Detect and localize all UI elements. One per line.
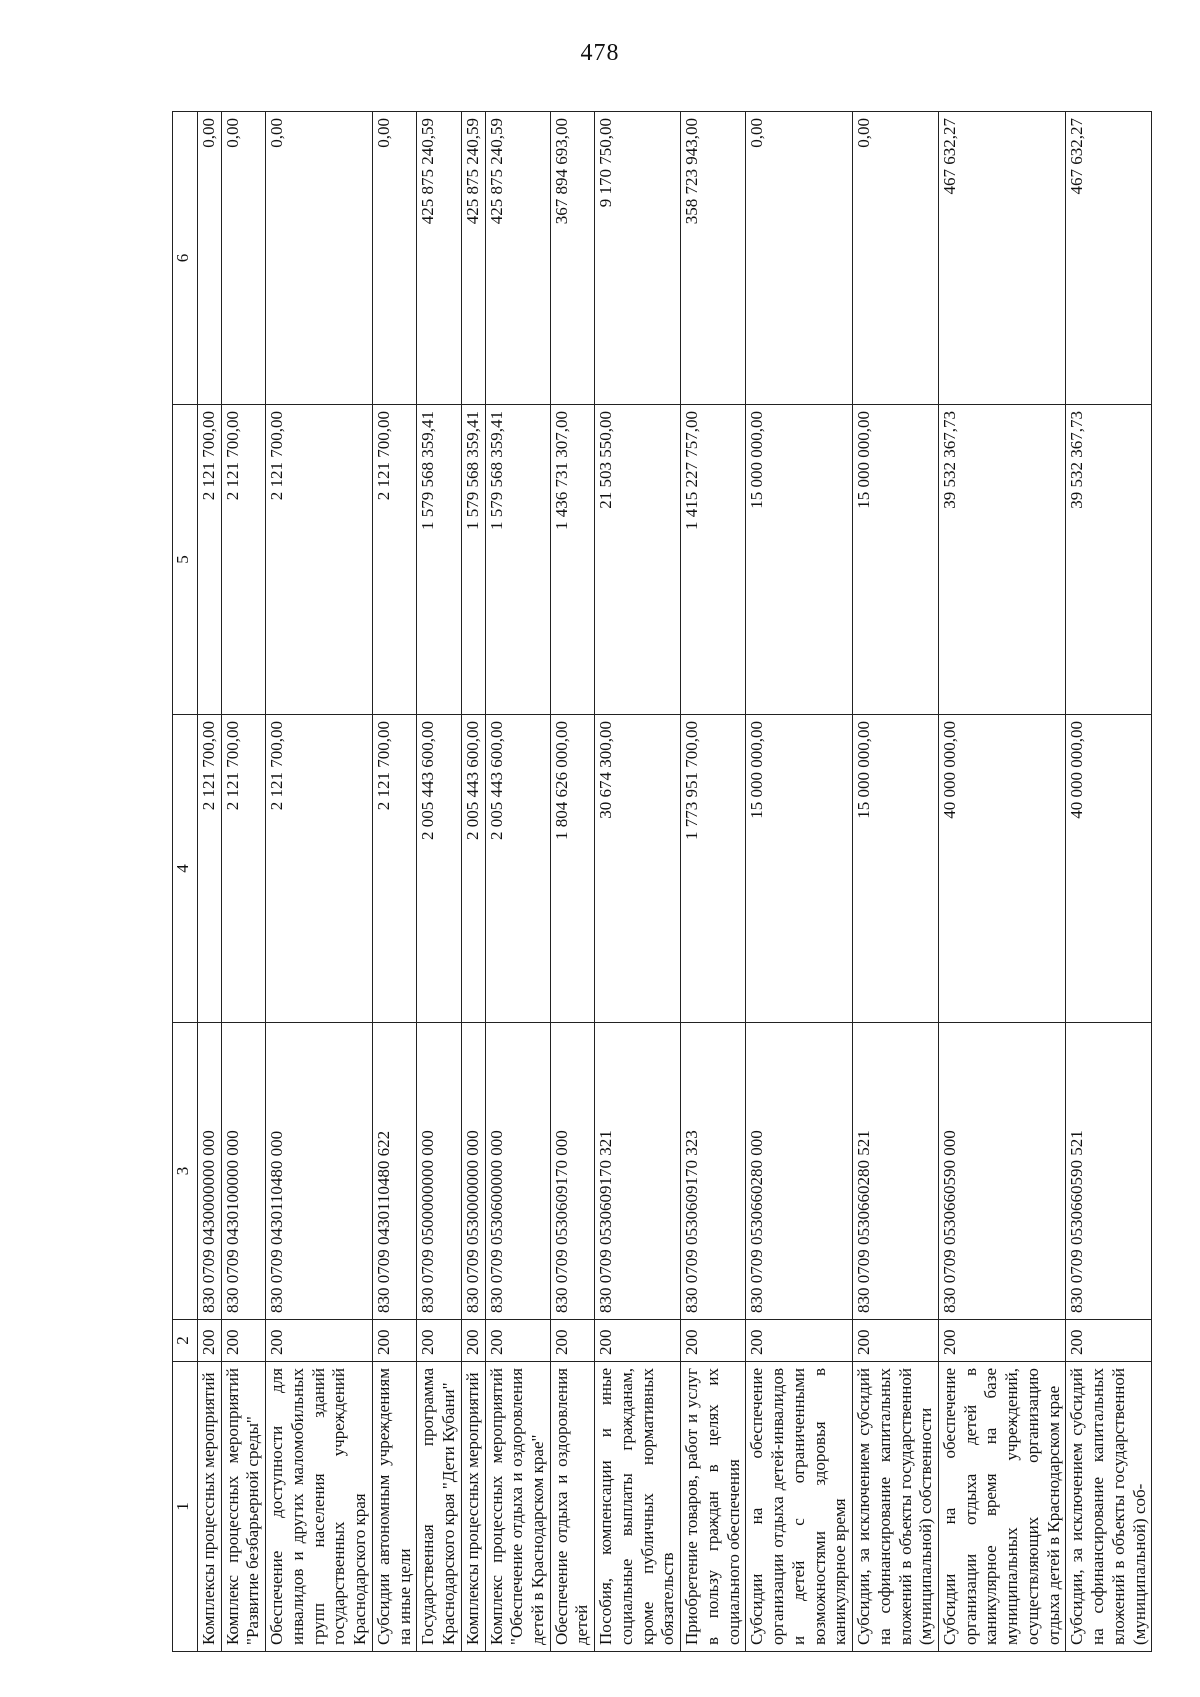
- table-row: [938, 112, 1065, 1652]
- table-row: [550, 112, 594, 1652]
- table-row: [198, 112, 222, 1652]
- row-kbk-cell: 830 0709 0530660590 000: [938, 1023, 1065, 1320]
- row-value-col5: 1 436 731 307,00: [550, 405, 594, 715]
- row-value-col6: 467 632,27: [938, 112, 1065, 405]
- row-code-cell: 200: [485, 1320, 550, 1362]
- row-code-cell: 200: [681, 1320, 746, 1362]
- table-row: [417, 112, 461, 1652]
- budget-table: [172, 111, 1152, 1652]
- table-row: [746, 112, 853, 1652]
- rotated-table-container: [172, 112, 1149, 1652]
- row-value-col6: 425 875 240,59: [485, 112, 550, 405]
- row-kbk-cell: 830 0709 0530660280 521: [853, 1023, 939, 1320]
- row-value-col4: 40 000 000,00: [1066, 715, 1152, 1023]
- page-number: 478: [580, 40, 620, 66]
- row-value-col5: 15 000 000,00: [746, 405, 853, 715]
- row-name-cell: Обеспечение отдыха и оздоровления детей: [550, 1362, 594, 1652]
- row-code-cell: 200: [746, 1320, 853, 1362]
- row-value-col5: 2 121 700,00: [372, 405, 416, 715]
- row-code-cell: 200: [372, 1320, 416, 1362]
- header-cell-1: 1: [173, 1362, 198, 1652]
- table-row: [372, 112, 416, 1652]
- row-value-col4: 15 000 000,00: [853, 715, 939, 1023]
- row-code-cell: 200: [417, 1320, 461, 1362]
- row-kbk-cell: 830 0709 0530609170 323: [681, 1023, 746, 1320]
- row-value-col6: 0,00: [221, 112, 265, 405]
- table-header-row: [173, 112, 198, 1652]
- row-kbk-cell: 830 0709 0530660280 000: [746, 1023, 853, 1320]
- row-kbk-cell: 830 0709 0530660590 521: [1066, 1023, 1152, 1320]
- table-body: [173, 112, 1152, 1652]
- row-value-col6: 9 170 750,00: [595, 112, 681, 405]
- row-name-cell: Субсидии, за исключением субсидий на софинансирование капитальных вложений в объекты государственной (муниципальной) собственности: [853, 1362, 939, 1652]
- row-name-cell: Государственная программа Краснодарского края "Дети Кубани": [417, 1362, 461, 1652]
- row-code-cell: 200: [221, 1320, 265, 1362]
- row-kbk-cell: 830 0709 0430110480 000: [266, 1023, 373, 1320]
- row-value-col5: 15 000 000,00: [853, 405, 939, 715]
- row-value-col4: 2 121 700,00: [266, 715, 373, 1023]
- table-row: [681, 112, 746, 1652]
- row-value-col4: 2 005 443 600,00: [461, 715, 485, 1023]
- header-cell-2: 2: [173, 1320, 198, 1362]
- row-value-col4: 2 121 700,00: [221, 715, 265, 1023]
- row-value-col5: 2 121 700,00: [221, 405, 265, 715]
- row-kbk-cell: 830 0709 0430100000 000: [221, 1023, 265, 1320]
- row-code-cell: 200: [266, 1320, 373, 1362]
- row-kbk-cell: 830 0709 0530000000 000: [461, 1023, 485, 1320]
- header-cell-4: 4: [173, 715, 198, 1023]
- row-name-cell: Субсидии автономным учреждениям на иные цели: [372, 1362, 416, 1652]
- row-name-cell: Субсидии, за исключением субсидий на софинансирование капитальных вложений в объекты государственной (муниципальной) соб-: [1066, 1362, 1152, 1652]
- row-value-col6: 0,00: [266, 112, 373, 405]
- row-kbk-cell: 830 0709 0430110480 622: [372, 1023, 416, 1320]
- row-name-cell: Пособия, компенсации и иные социальные выплаты гражданам, кроме публичных нормативных обязательств: [595, 1362, 681, 1652]
- row-value-col4: 1 804 626 000,00: [550, 715, 594, 1023]
- row-value-col5: 39 532 367,73: [938, 405, 1065, 715]
- row-kbk-cell: 830 0709 0530600000 000: [485, 1023, 550, 1320]
- row-value-col4: 2 121 700,00: [372, 715, 416, 1023]
- row-value-col6: 425 875 240,59: [417, 112, 461, 405]
- table-row: [595, 112, 681, 1652]
- row-value-col5: 1 579 568 359,41: [485, 405, 550, 715]
- header-cell-5: 5: [173, 405, 198, 715]
- row-value-col5: 39 532 367,73: [1066, 405, 1152, 715]
- row-name-cell: Комплекс процессных мероприятий "Развитие безбарьерной среды": [221, 1362, 265, 1652]
- row-value-col6: 425 875 240,59: [461, 112, 485, 405]
- table-row: [221, 112, 265, 1652]
- row-name-cell: Комплексы процессных мероприятий: [461, 1362, 485, 1652]
- row-value-col4: 2 121 700,00: [198, 715, 222, 1023]
- table-row: [853, 112, 939, 1652]
- row-kbk-cell: 830 0709 0530609170 321: [595, 1023, 681, 1320]
- table-row: [266, 112, 373, 1652]
- row-value-col4: 2 005 443 600,00: [417, 715, 461, 1023]
- row-value-col6: 467 632,27: [1066, 112, 1152, 405]
- row-name-cell: Субсидии на обеспечение организации отдыха детей в каникулярное время на базе муниципальных учреждений, осуществляющих организацию отдыха детей в Краснодарском крае: [938, 1362, 1065, 1652]
- row-kbk-cell: 830 0709 0500000000 000: [417, 1023, 461, 1320]
- row-value-col6: 0,00: [853, 112, 939, 405]
- row-kbk-cell: 830 0709 0530609170 000: [550, 1023, 594, 1320]
- row-value-col4: 30 674 300,00: [595, 715, 681, 1023]
- row-name-cell: Субсидии на обеспечение организации отдыха детей-инвалидов и детей с ограниченными возможностями здоровья в каникулярное время: [746, 1362, 853, 1652]
- row-code-cell: 200: [853, 1320, 939, 1362]
- row-value-col4: 15 000 000,00: [746, 715, 853, 1023]
- row-value-col4: 40 000 000,00: [938, 715, 1065, 1023]
- row-value-col5: 1 415 227 757,00: [681, 405, 746, 715]
- row-value-col5: 2 121 700,00: [266, 405, 373, 715]
- table-row: [1066, 112, 1152, 1652]
- row-code-cell: 200: [1066, 1320, 1152, 1362]
- row-name-cell: Приобретение товаров, работ и услуг в пользу граждан в целях их социального обеспечения: [681, 1362, 746, 1652]
- row-value-col4: 1 773 951 700,00: [681, 715, 746, 1023]
- row-name-cell: Комплекс процессных мероприятий "Обеспечение отдыха и оздоровления детей в Краснодарском крае": [485, 1362, 550, 1652]
- row-value-col5: 2 121 700,00: [198, 405, 222, 715]
- row-code-cell: 200: [595, 1320, 681, 1362]
- row-value-col5: 21 503 550,00: [595, 405, 681, 715]
- row-name-cell: Обеспечение доступности для инвалидов и других маломобильных групп населения зданий государственных учреждений Краснодарского края: [266, 1362, 373, 1652]
- row-value-col4: 2 005 443 600,00: [485, 715, 550, 1023]
- row-value-col6: 358 723 943,00: [681, 112, 746, 405]
- header-cell-6: 6: [173, 112, 198, 405]
- row-name-cell: Комплексы процессных мероприятий: [198, 1362, 222, 1652]
- row-value-col5: 1 579 568 359,41: [417, 405, 461, 715]
- row-kbk-cell: 830 0709 0430000000 000: [198, 1023, 222, 1320]
- row-value-col6: 0,00: [198, 112, 222, 405]
- row-code-cell: 200: [938, 1320, 1065, 1362]
- row-value-col6: 367 894 693,00: [550, 112, 594, 405]
- table-row: [485, 112, 550, 1652]
- row-value-col5: 1 579 568 359,41: [461, 405, 485, 715]
- row-code-cell: 200: [461, 1320, 485, 1362]
- row-value-col6: 0,00: [746, 112, 853, 405]
- header-cell-3: 3: [173, 1023, 198, 1320]
- row-code-cell: 200: [550, 1320, 594, 1362]
- row-value-col6: 0,00: [372, 112, 416, 405]
- row-code-cell: 200: [198, 1320, 222, 1362]
- table-row: [461, 112, 485, 1652]
